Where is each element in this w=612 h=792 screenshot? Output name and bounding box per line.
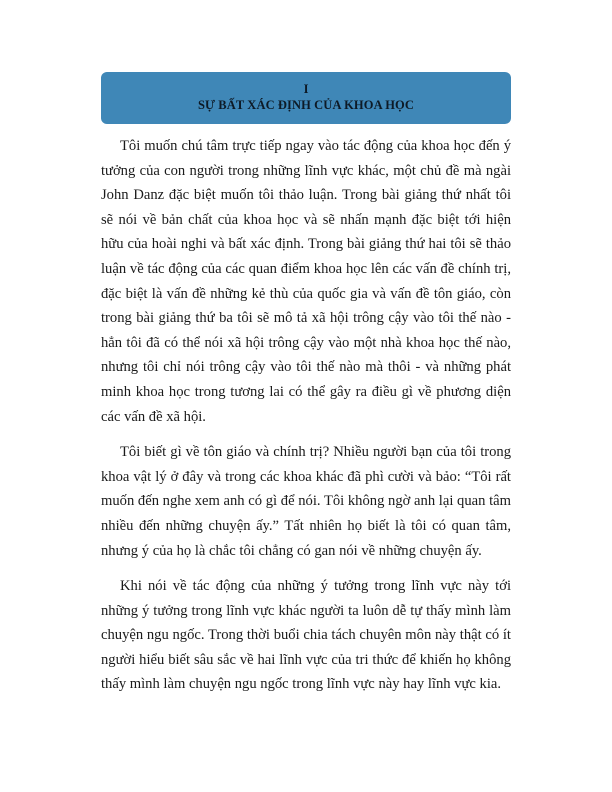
paragraph: Tôi muốn chú tâm trực tiếp ngay vào tác động của khoa học đến ý tưởng của con người trong những lĩnh vực khác, một chủ đề mà ngài John Danz đặc biệt muốn tôi thảo luận. Trong bài giảng thứ nhất tôi sẽ nói về bản chất của khoa học và sẽ nhấn mạnh đặc biệt tới hiện hữu của hoài nghi và bất xác định. Trong bài giảng thứ hai tôi sẽ thảo luận về tác động của các quan điểm khoa học lên các vấn đề chính trị, đặc biệt là vấn đề những kẻ thù của quốc gia và vấn đề tôn giáo, còn trong bài giảng thứ ba tôi sẽ mô tả xã hội trông cậy vào tôi thế nào - hẳn tôi đã có thể nói xã hội trông cậy vào một nhà khoa học thế nào, nhưng tôi chỉ nói trông cậy vào tôi thế nào mà thôi - và những phát minh khoa học trong tương lai có thể gây ra điều gì về phương diện các vấn đề xã hội. (101, 138, 511, 425)
chapter-header (101, 72, 511, 124)
body-text (101, 134, 511, 708)
chapter-title: SỰ BẤT XÁC ĐỊNH CỦA KHOA HỌC (197, 98, 415, 112)
paragraph: Khi nói về tác động của những ý tưởng trong lĩnh vực này tới những ý tưởng trong lĩnh vực khác người ta luôn dễ tự thấy mình làm chuyện ngu ngốc. Trong thời buổi chia tách chuyên môn này thật có ít người hiểu biết sâu sắc về hai lĩnh vực của tri thức để khiến họ không thấy mình làm chuyện ngu ngốc trong lĩnh vực này hay lĩnh vực kia. (101, 578, 511, 693)
chapter-number: I (303, 82, 309, 96)
paragraph: Tôi biết gì về tôn giáo và chính trị? Nhiều người bạn của tôi trong khoa vật lý ở đây và trong các khoa khác đã phì cười và bảo: “Tôi rất muốn đến nghe xem anh có gì để nói. Tôi không ngờ anh lại quan tâm nhiều đến những chuyện ấy.” Tất nhiên họ biết là tôi có quan tâm, nhưng ý của họ là chắc tôi chẳng có gan nói về những chuyện ấy. (101, 444, 511, 559)
